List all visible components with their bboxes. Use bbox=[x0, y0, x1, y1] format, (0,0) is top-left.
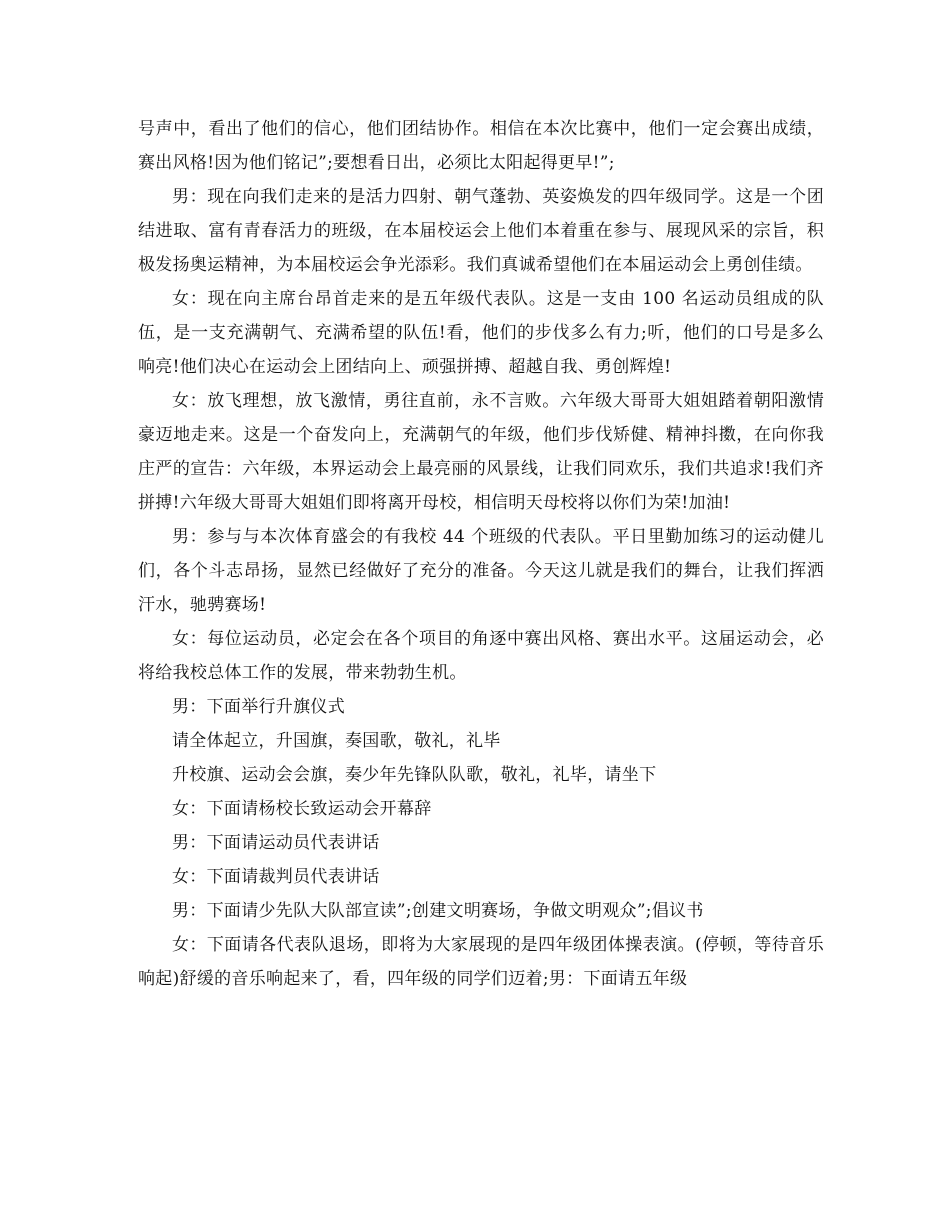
document-body bbox=[138, 112, 824, 996]
paragraph-3: 女：现在向主席台昂首走来的是五年级代表队。这是一支由 100 名运动员组成的队伍，是一支充满朝气、充满希望的队伍!看，他们的步伐多么有力;听，他们的口号是多么响亮!他们决心在运动会上团结向上、顽强拼搏、超越自我、勇创辉煌! bbox=[138, 289, 824, 377]
paragraph-11: 男：下面请运动员代表讲话 bbox=[172, 833, 380, 853]
paragraph-8: 请全体起立，升国旗，奏国歌，敬礼，礼毕 bbox=[172, 731, 501, 751]
paragraph-10: 女：下面请杨校长致运动会开幕辞 bbox=[172, 799, 432, 819]
paragraph-14: 女：下面请各代表队退场，即将为大家展现的是四年级团体操表演。(停顿，等待音乐响起)舒缓的音乐响起来了，看，四年级的同学们迈着;男：下面请五年级 bbox=[138, 935, 824, 989]
paragraph-9: 升校旗、运动会会旗，奏少年先锋队队歌，敬礼，礼毕，请坐下 bbox=[172, 765, 657, 785]
paragraph-7: 男：下面举行升旗仪式 bbox=[172, 697, 345, 717]
paragraph-1: 号声中，看出了他们的信心，他们团结协作。相信在本次比赛中，他们一定会赛出成绩，赛出风格!因为他们铭记”;要想看日出，必须比太阳起得更早!”; bbox=[138, 119, 824, 173]
paragraph-6: 女：每位运动员，必定会在各个项目的角逐中赛出风格、赛出水平。这届运动会，必将给我校总体工作的发展，带来勃勃生机。 bbox=[138, 629, 824, 683]
paragraph-5: 男：参与与本次体育盛会的有我校 44 个班级的代表队。平日里勤加练习的运动健儿们，各个斗志昂扬，显然已经做好了充分的准备。今天这儿就是我们的舞台，让我们挥洒汗水，驰骋赛场! bbox=[138, 527, 824, 615]
paragraph-2: 男：现在向我们走来的是活力四射、朝气蓬勃、英姿焕发的四年级同学。这是一个团结进取、富有青春活力的班级，在本届校运会上他们本着重在参与、展现风采的宗旨，积极发扬奥运精神，为本届校运会争光添彩。我们真诚希望他们在本届运动会上勇创佳绩。 bbox=[138, 187, 824, 275]
paragraph-4: 女：放飞理想，放飞激情，勇往直前，永不言败。六年级大哥哥大姐姐踏着朝阳激情豪迈地走来。这是一个奋发向上，充满朝气的年级，他们步伐矫健、精神抖擞，在向你我庄严的宣告：六年级，本界运动会上最亮丽的风景线，让我们同欢乐，我们共追求!我们齐拼搏!六年级大哥哥大姐姐们即将离开母校，相信明天母校将以你们为荣!加油! bbox=[138, 391, 824, 513]
paragraph-13: 男：下面请少先队大队部宣读”;创建文明赛场，争做文明观众”;倡议书 bbox=[172, 901, 704, 921]
paragraph-12: 女：下面请裁判员代表讲话 bbox=[172, 867, 380, 887]
